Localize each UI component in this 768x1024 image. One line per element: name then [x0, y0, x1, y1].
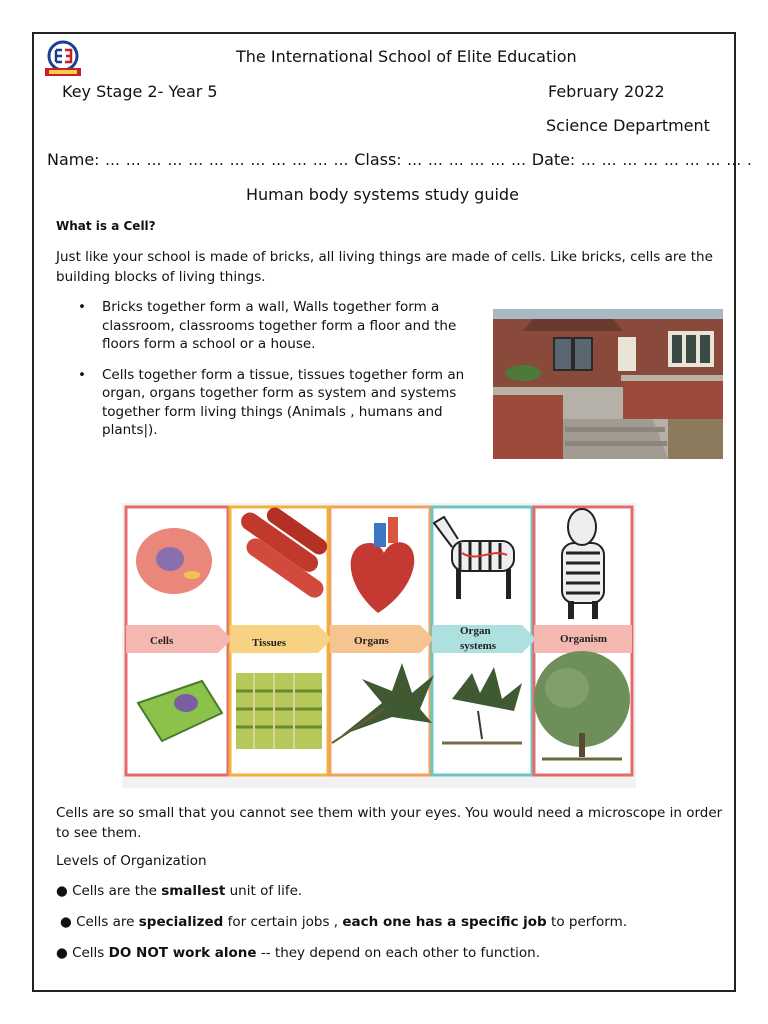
label-cells: Cells: [150, 635, 174, 647]
text: -- they depend on each other to function.: [256, 945, 540, 961]
bullet-cells: • Cells together form a tissue, tissues together form an organ, organs together form as system and systems together form living things (Animals , humans and plants|).: [78, 366, 488, 440]
text: unit of life.: [225, 883, 303, 899]
organization-diagram: [122, 503, 636, 788]
bold-text: each one has a specific job: [342, 914, 547, 930]
name-label: Name: [47, 150, 95, 169]
class-label: Class: [354, 150, 397, 169]
level-point-3: [56, 945, 540, 961]
label-organ-systems-1: Organ: [460, 625, 491, 637]
text: ● Cells: [56, 945, 109, 961]
date-blank[interactable]: : … … … … … … … … .: [570, 151, 753, 169]
label-organs: Organs: [354, 635, 389, 647]
text: for certain jobs ,: [223, 914, 343, 930]
label-organism: Organism: [560, 633, 608, 645]
levels-heading: Levels of Organization: [56, 853, 207, 869]
student-info-row: [47, 150, 752, 169]
question-heading: What is a Cell?: [56, 219, 156, 233]
label-organ-systems-2: systems: [460, 640, 497, 652]
level-point-2: [60, 914, 627, 930]
bullet-list: [78, 298, 488, 452]
microscope-paragraph: Cells are so small that you cannot see them with your eyes. You would need a microscope in order to see them.: [56, 805, 723, 841]
cell-animal: [136, 528, 212, 594]
house-photo: [493, 309, 723, 459]
leaf-tissue: [236, 673, 322, 749]
school-name: The International School of Elite Education: [236, 47, 577, 66]
bold-text: smallest: [161, 883, 226, 899]
name-blank[interactable]: : … … … … … … … … … … … …: [94, 151, 355, 169]
level-point-1: [56, 883, 302, 899]
guide-title: Human body systems study guide: [246, 185, 519, 204]
text: ● Cells are: [60, 914, 139, 930]
department: Science Department: [546, 116, 710, 135]
text: ● Cells are the: [56, 883, 162, 899]
text: to perform.: [546, 914, 628, 930]
class-blank[interactable]: : … … … … … …: [396, 151, 532, 169]
date: February 2022: [548, 82, 665, 101]
label-tissues: Tissues: [252, 637, 287, 649]
intro-paragraph: Just like your school is made of bricks, all living things are made of cells. Like bricks, cells are the building blocks of living things.: [56, 249, 713, 285]
school-logo: [43, 40, 83, 78]
date-label: Date: [531, 150, 571, 169]
bold-text: specialized: [138, 914, 224, 930]
bold-text: DO NOT work alone: [108, 945, 257, 961]
key-stage: Key Stage 2- Year 5: [62, 82, 218, 101]
bullet-bricks: • Bricks together form a wall, Walls together form a classroom, classrooms together form a floor and the floors form a school or a house.: [78, 298, 488, 354]
